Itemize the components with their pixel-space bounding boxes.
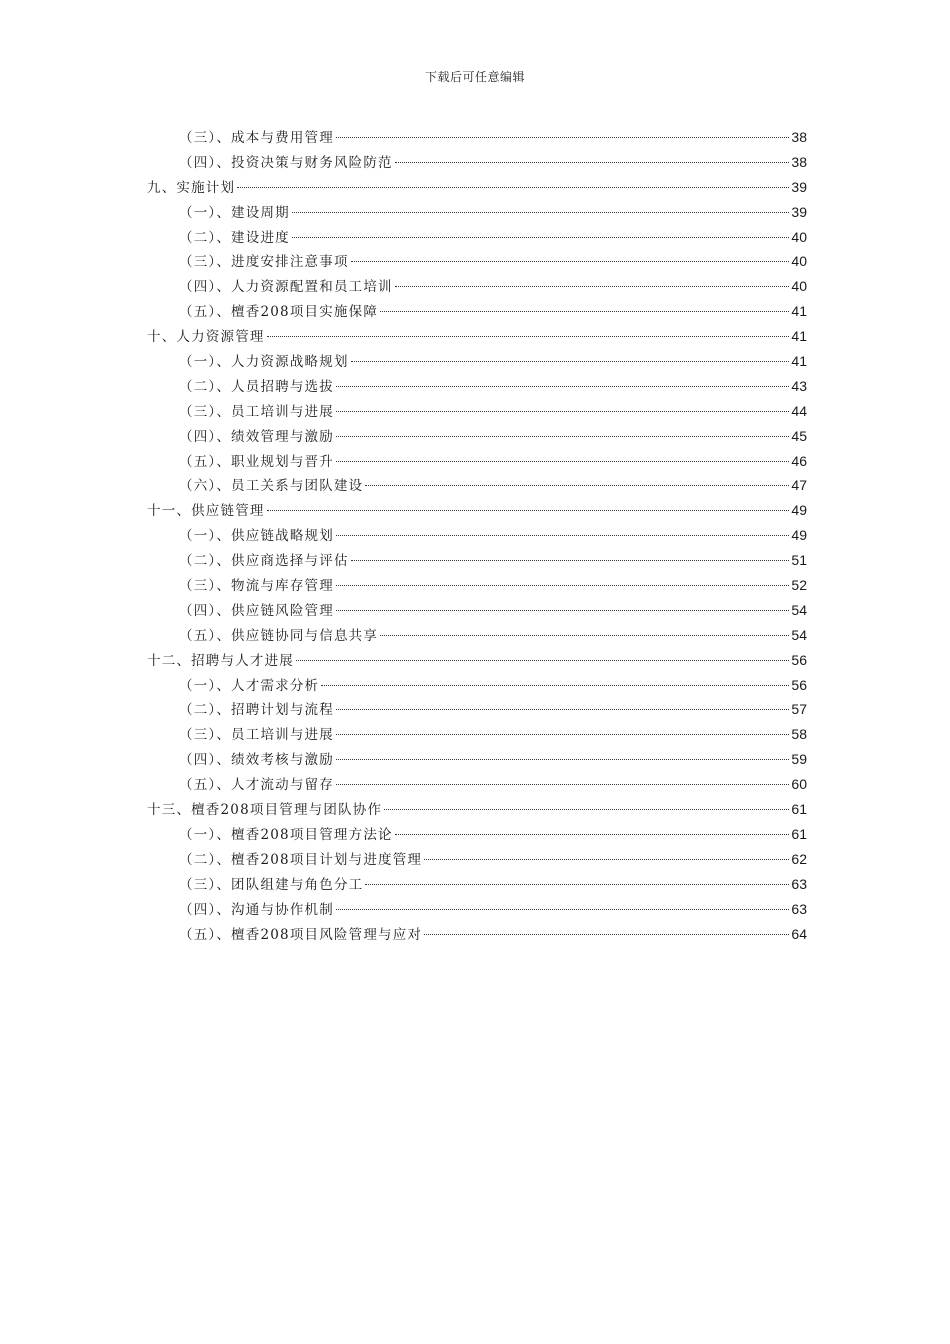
toc-entry-title: （一）、人才需求分析 bbox=[179, 677, 320, 694]
toc-section-entry[interactable] bbox=[147, 374, 807, 399]
toc-entry-title: （二）、供应商选择与评估 bbox=[179, 553, 349, 570]
toc-chapter-entry[interactable] bbox=[147, 797, 807, 822]
toc-dot-leader bbox=[336, 610, 789, 611]
toc-chapter-entry[interactable] bbox=[147, 498, 807, 523]
toc-section-entry[interactable] bbox=[147, 299, 807, 324]
toc-section-entry[interactable] bbox=[147, 722, 807, 747]
toc-page-number: 43 bbox=[791, 377, 807, 394]
toc-section-entry[interactable] bbox=[147, 673, 807, 698]
toc-entry-title: （一）、建设周期 bbox=[179, 204, 290, 221]
toc-dot-leader bbox=[395, 286, 790, 287]
toc-page-number: 51 bbox=[791, 552, 807, 569]
toc-entry-title: （二）、建设进度 bbox=[179, 229, 290, 246]
toc-entry-title: （四）、绩效考核与激励 bbox=[179, 752, 334, 769]
toc-chapter-entry[interactable] bbox=[147, 648, 807, 673]
toc-page-number: 54 bbox=[791, 601, 807, 618]
toc-entry-title: （四）、投资决策与财务风险防范 bbox=[179, 154, 393, 171]
toc-entry-title: 十三、檀香208项目管理与团队协作 bbox=[147, 802, 383, 819]
toc-section-entry[interactable] bbox=[147, 872, 807, 897]
toc-dot-leader bbox=[384, 809, 789, 810]
toc-dot-leader bbox=[336, 535, 789, 536]
toc-entry-title: （四）、绩效管理与激励 bbox=[179, 428, 334, 445]
toc-entry-title: （三）、物流与库存管理 bbox=[179, 578, 334, 595]
toc-dot-leader bbox=[336, 137, 789, 138]
toc-section-entry[interactable] bbox=[147, 225, 807, 250]
toc-section-entry[interactable] bbox=[147, 697, 807, 722]
toc-section-entry[interactable] bbox=[147, 573, 807, 598]
toc-dot-leader bbox=[336, 436, 789, 437]
toc-page-number: 40 bbox=[791, 278, 807, 295]
toc-entry-title: （三）、成本与费用管理 bbox=[179, 130, 334, 146]
toc-entry-title: （五）、人才流动与留存 bbox=[179, 777, 334, 794]
toc-section-entry[interactable] bbox=[147, 249, 807, 274]
toc-section-entry[interactable] bbox=[147, 922, 807, 947]
toc-dot-leader bbox=[351, 560, 790, 561]
toc-page-number: 41 bbox=[791, 303, 807, 320]
toc-dot-leader bbox=[380, 311, 789, 312]
toc-entry-title: （四）、供应链风险管理 bbox=[179, 602, 334, 619]
toc-entry-title: （二）、人员招聘与选拔 bbox=[179, 378, 334, 395]
toc-entry-title: （一）、供应链战略规划 bbox=[179, 528, 334, 545]
toc-page-number: 38 bbox=[791, 153, 807, 170]
table-of-contents bbox=[147, 125, 807, 946]
toc-dot-leader bbox=[237, 187, 789, 188]
toc-dot-leader bbox=[336, 734, 789, 735]
toc-page-number: 60 bbox=[791, 776, 807, 793]
toc-entry-title: （一）、人力资源战略规划 bbox=[179, 354, 349, 371]
toc-section-entry[interactable] bbox=[147, 200, 807, 225]
toc-section-entry[interactable] bbox=[147, 274, 807, 299]
toc-entry-title: （五）、职业规划与晋升 bbox=[179, 453, 334, 470]
toc-dot-leader bbox=[336, 709, 789, 710]
page-header: 下载后可任意编辑 bbox=[424, 70, 525, 84]
toc-page-number: 41 bbox=[791, 353, 807, 370]
toc-dot-leader bbox=[365, 485, 789, 486]
toc-page-number: 56 bbox=[791, 651, 807, 668]
toc-dot-leader bbox=[395, 834, 790, 835]
toc-page-number: 62 bbox=[791, 850, 807, 867]
toc-page-number: 40 bbox=[791, 253, 807, 270]
toc-dot-leader bbox=[424, 934, 789, 935]
toc-entry-title: （二）、招聘计划与流程 bbox=[179, 702, 334, 719]
toc-section-entry[interactable] bbox=[147, 473, 807, 498]
toc-dot-leader bbox=[351, 361, 790, 362]
toc-dot-leader bbox=[336, 909, 789, 910]
toc-entry-title: （五）、供应链协同与信息共享 bbox=[179, 627, 379, 644]
toc-page-number: 59 bbox=[791, 751, 807, 768]
toc-entry-title: （五）、檀香208项目风险管理与应对 bbox=[179, 926, 423, 943]
toc-page-number: 46 bbox=[791, 452, 807, 469]
toc-section-entry[interactable] bbox=[147, 747, 807, 772]
toc-page-number: 40 bbox=[791, 228, 807, 245]
toc-section-entry[interactable] bbox=[147, 424, 807, 449]
toc-section-entry[interactable] bbox=[147, 847, 807, 872]
toc-page-number: 39 bbox=[791, 178, 807, 195]
toc-page-number: 57 bbox=[791, 701, 807, 718]
toc-entry-title: （五）、檀香208项目实施保障 bbox=[179, 304, 379, 321]
toc-entry-title: （一）、檀香208项目管理方法论 bbox=[179, 826, 393, 843]
toc-section-entry[interactable] bbox=[147, 523, 807, 548]
toc-entry-title: （四）、沟通与协作机制 bbox=[179, 901, 334, 918]
toc-dot-leader bbox=[424, 859, 789, 860]
toc-page-number: 49 bbox=[791, 502, 807, 519]
toc-section-entry[interactable] bbox=[147, 399, 807, 424]
toc-page-number: 49 bbox=[791, 527, 807, 544]
toc-chapter-entry[interactable] bbox=[147, 324, 807, 349]
toc-dot-leader bbox=[267, 510, 790, 511]
toc-page-number: 47 bbox=[791, 477, 807, 494]
toc-entry-title: （三）、员工培训与进展 bbox=[179, 727, 334, 744]
toc-dot-leader bbox=[336, 585, 789, 586]
toc-section-entry[interactable] bbox=[147, 623, 807, 648]
toc-section-entry[interactable] bbox=[147, 150, 807, 175]
toc-entry-title: 十二、招聘与人才进展 bbox=[147, 652, 294, 669]
toc-dot-leader bbox=[321, 685, 789, 686]
toc-dot-leader bbox=[296, 660, 789, 661]
toc-page-number: 54 bbox=[791, 626, 807, 643]
toc-dot-leader bbox=[351, 261, 790, 262]
toc-page-number: 52 bbox=[791, 577, 807, 594]
toc-page-number: 45 bbox=[791, 427, 807, 444]
toc-dot-leader bbox=[336, 411, 789, 412]
toc-entry-title: （三）、团队组建与角色分工 bbox=[179, 876, 364, 893]
toc-entry-title: （六）、员工关系与团队建设 bbox=[179, 478, 364, 495]
toc-dot-leader bbox=[267, 336, 790, 337]
toc-entry-title: （四）、人力资源配置和员工培训 bbox=[179, 279, 393, 296]
toc-dot-leader bbox=[336, 759, 789, 760]
toc-page-number: 63 bbox=[791, 900, 807, 917]
toc-page-number: 39 bbox=[791, 203, 807, 220]
toc-page-number: 44 bbox=[791, 402, 807, 419]
toc-section-entry[interactable] bbox=[147, 449, 807, 474]
toc-dot-leader bbox=[336, 386, 789, 387]
toc-page-number: 56 bbox=[791, 676, 807, 693]
toc-dot-leader bbox=[292, 237, 790, 238]
toc-page-number: 61 bbox=[791, 825, 807, 842]
toc-entry-title: 九、实施计划 bbox=[147, 179, 236, 196]
toc-dot-leader bbox=[292, 212, 790, 213]
toc-dot-leader bbox=[365, 884, 789, 885]
toc-page-number: 41 bbox=[791, 328, 807, 345]
toc-entry-title: 十一、供应链管理 bbox=[147, 503, 265, 520]
toc-entry-title: 十、人力资源管理 bbox=[147, 329, 265, 346]
toc-section-entry[interactable] bbox=[147, 125, 807, 150]
toc-section-entry[interactable] bbox=[147, 349, 807, 374]
toc-entry-title: （三）、员工培训与进展 bbox=[179, 403, 334, 420]
toc-section-entry[interactable] bbox=[147, 548, 807, 573]
toc-dot-leader bbox=[336, 784, 789, 785]
toc-page-number: 61 bbox=[791, 801, 807, 818]
toc-entry-title: （三）、进度安排注意事项 bbox=[179, 254, 349, 271]
toc-section-entry[interactable] bbox=[147, 772, 807, 797]
toc-dot-leader bbox=[395, 162, 790, 163]
toc-page-number: 58 bbox=[791, 726, 807, 743]
toc-section-entry[interactable] bbox=[147, 897, 807, 922]
toc-page-number: 38 bbox=[791, 129, 807, 145]
toc-entry-title: （二）、檀香208项目计划与进度管理 bbox=[179, 851, 423, 868]
toc-dot-leader bbox=[336, 461, 789, 462]
toc-dot-leader bbox=[380, 635, 789, 636]
toc-section-entry[interactable] bbox=[147, 822, 807, 847]
toc-chapter-entry[interactable] bbox=[147, 175, 807, 200]
toc-page-number: 64 bbox=[791, 925, 807, 942]
toc-section-entry[interactable] bbox=[147, 598, 807, 623]
toc-page-number: 63 bbox=[791, 875, 807, 892]
